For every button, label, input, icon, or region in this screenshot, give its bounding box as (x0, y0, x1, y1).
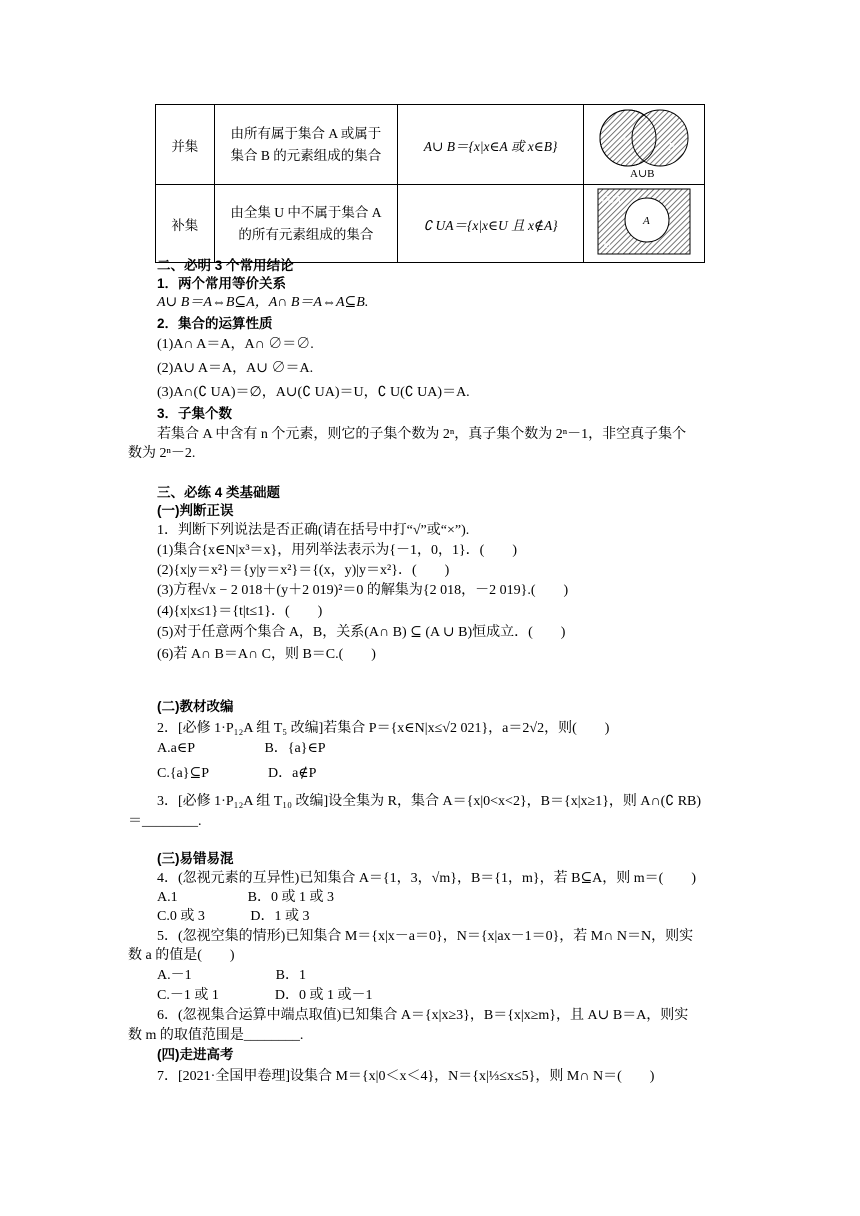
union-row (156, 105, 705, 185)
section-heading-exercises: 三、必练 4 类基础题 (157, 485, 281, 500)
subheading-true-false: (一)判断正误 (157, 503, 234, 518)
question-6-stem-cont: 数 m 的取值范围是________. (128, 1028, 304, 1043)
complement-description (214, 185, 398, 263)
question-2-stem: 2．[必修 1·P₁₂A 组 T₅ 改编]若集合 P＝{x∈N|x≤√2 021}，a＝2√2，则( ) (157, 721, 610, 736)
complement-venn-figure (583, 185, 704, 263)
complement-name: 补集 (156, 185, 215, 263)
complement-desc-line2: 的所有元素组成的集合 (238, 226, 374, 242)
union-desc-line1: 由所有属于集合 A 或属于 (230, 125, 382, 141)
question-6-stem: 6．(忽视集合运算中端点取值)已知集合 A＝{x|x≥3}，B＝{x|x≥m}，且 A∪ B＝A，则实 (157, 1008, 689, 1023)
question-1-item-5: (5)对于任意两个集合 A，B，关系(A∩ B) ⊆ (A ∪ B)恒成立．( ) (157, 625, 566, 640)
equivalence-relations: A∪ B＝A⇔B⊆A，A∩ B＝A⇔A⊆B. (157, 295, 369, 310)
question-7-stem: 7．[2021·全国甲卷理]设集合 M＝{x|0＜x＜4}，N＝{x|⅓≤x≤5}，则 M∩ N＝( ) (157, 1069, 655, 1084)
union-venn-figure (583, 105, 704, 185)
question-5-stem: 5．(忽视空集的情形)已知集合 M＝{x|x－a＝0}，N＝{x|ax－1＝0}，若 M∩ N＝N，则实 (157, 929, 694, 944)
question-1-stem: 1．判断下列说法是否正确(请在括号中打“√”或“×”). (157, 523, 470, 538)
union-description (214, 105, 398, 185)
circle-b (632, 110, 688, 166)
question-5-options-cd: C.－1 或 1 D．0 或 1 或－1 (157, 988, 373, 1003)
question-4-options-cd: C.0 或 3 D．1 或 3 (157, 909, 310, 924)
question-2-options-cd: C.{a}⊆P D．a∉P (157, 766, 317, 781)
subheading-subset-count: 3．子集个数 (157, 406, 233, 421)
question-4-options-ab: A.1 B．0 或 1 或 3 (157, 890, 334, 905)
subheading-equivalence: 1．两个常用等价关系 (157, 276, 287, 291)
question-1-item-2: (2){x|y＝x²}＝{y|y＝x²}＝{(x，y)|y＝x²}．( ) (157, 563, 450, 578)
subset-count-text: 若集合 A 中含有 n 个元素，则它的子集个数为 2ⁿ，真子集个数为 2ⁿ－1，非空真子集个 (157, 427, 687, 442)
subset-count-text-cont: 数为 2ⁿ－2. (128, 446, 196, 461)
union-formula: A∪ B＝{x|x∈A 或 x∈B} (398, 105, 584, 185)
complement-row (156, 185, 705, 263)
venn-label-b: B (667, 141, 675, 153)
section-heading-conclusions: 二、必明 3 个常用结论 (157, 258, 294, 273)
question-1-item-4: (4){x|x≤1}＝{t|t≤1}．( ) (157, 604, 323, 619)
union-desc-line2: 集合 B 的元素组成的集合 (230, 147, 382, 163)
question-5-stem-cont: 数 a 的值是( ) (128, 948, 235, 963)
question-3-blank: ＝________. (128, 814, 202, 829)
complement-formula: ∁ UA＝{x|x∈U 且 x∉A} (398, 185, 584, 263)
complement-desc-line1: 由全集 U 中不属于集合 A (230, 204, 382, 220)
set-operations-table (155, 104, 705, 263)
question-1-item-3: (3)方程√x − 2 018＋(y＋2 019)²＝0 的解集为{2 018，－2 019}.( ) (157, 583, 569, 598)
question-2-options-ab: A.a∈P B．{a}∈P (157, 741, 326, 756)
complement-label-u: U (602, 239, 611, 251)
subheading-textbook: (二)教材改编 (157, 699, 234, 714)
union-venn-diagram (584, 105, 704, 180)
property-2: (2)A∪ A＝A，A∪ ∅＝A. (157, 361, 314, 376)
complement-venn-diagram (584, 185, 704, 258)
question-1-item-1: (1)集合{x∈N|x³＝x}，用列举法表示为{－1，0，1}．( ) (157, 543, 517, 558)
question-4-stem: 4．(忽视元素的互异性)已知集合 A＝{1，3，√m}，B＝{1，m}，若 B⊆A，则 m＝( ) (157, 871, 697, 886)
property-1: (1)A∩ A＝A，A∩ ∅＝∅. (157, 337, 314, 352)
property-3: (3)A∩(∁ UA)＝∅，A∪(∁ UA)＝U，∁ U(∁ UA)＝A. (157, 385, 470, 400)
complement-label: ∁UA (600, 195, 621, 206)
subheading-error-prone: (三)易错易混 (157, 851, 234, 866)
question-5-options-ab: A.－1 B．1 (157, 968, 306, 983)
subheading-gaokao: (四)走进高考 (157, 1047, 234, 1062)
union-name: 并集 (156, 105, 215, 185)
venn-label-a: A (619, 133, 627, 145)
subheading-properties: 2．集合的运算性质 (157, 316, 273, 331)
complement-label-a: A (642, 215, 650, 227)
venn-caption: A∪B (629, 168, 655, 180)
question-1-item-6: (6)若 A∩ B＝A∩ C，则 B＝C.( ) (157, 647, 376, 662)
question-3-stem: 3．[必修 1·P₁₂A 组 T₁₀ 改编]设全集为 R，集合 A＝{x|0<x<2}，B＝{x|x≥1}，则 A∩(∁ RB) (157, 794, 702, 809)
